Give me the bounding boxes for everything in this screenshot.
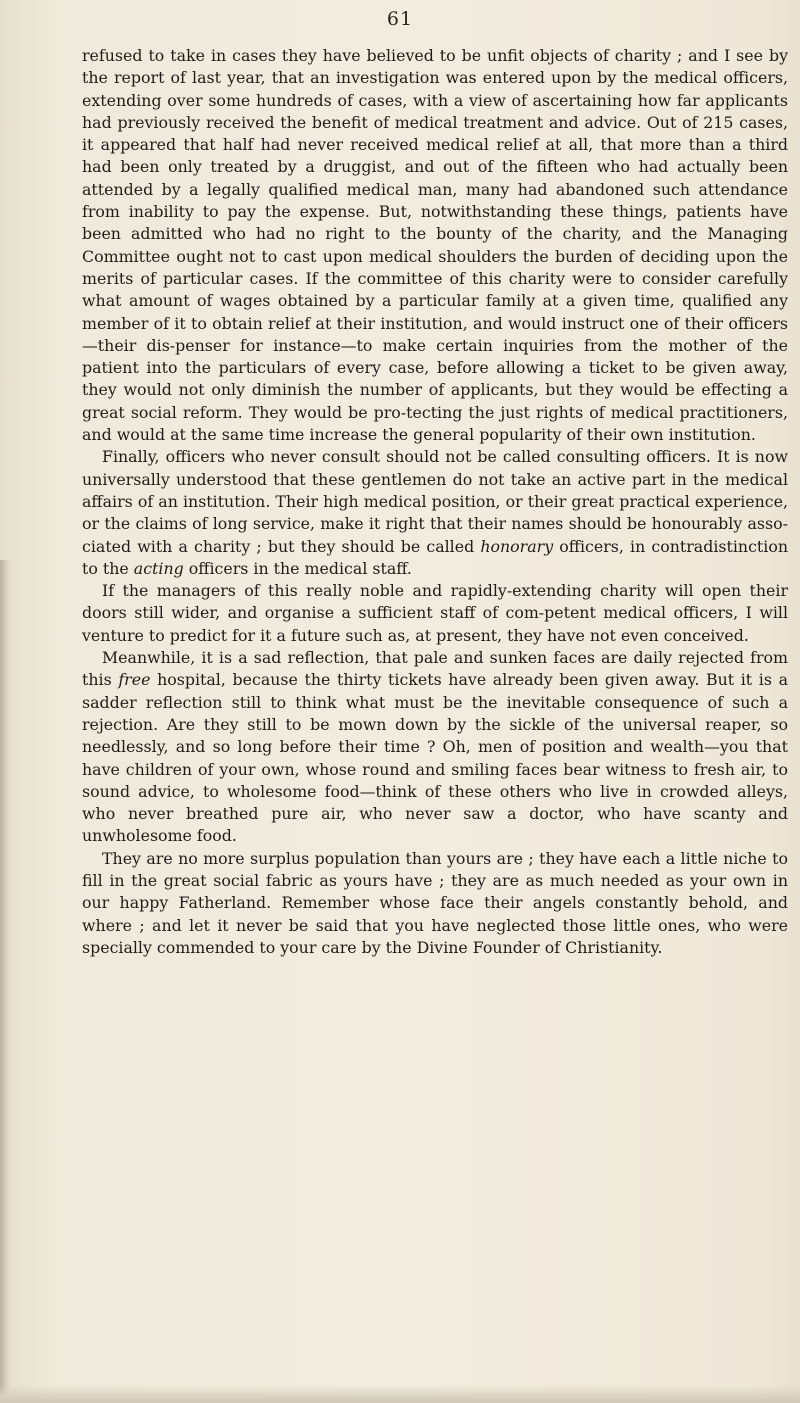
paragraph-3 (82, 580, 788, 647)
page-bottom-edge (0, 1385, 800, 1403)
text-run: hospital, because the thirty tickets have already been given away. But it is a sadder reflection still to think what must be the inevitable consequence of such a rejection. Are they still to be mown down by the sickle of the universal reaper, so needlessly, and so long before their time ? Oh, men of position and wealth—you that have children of your own, whose round and smiling faces bear witness to fresh air, to sound advice, to wholesome food—think of these others who live in crowded alleys, who never breathed pure air, who never saw a doctor, who have scanty and unwholesome food. (82, 670, 789, 846)
text-run: officers in the medical staff. (183, 558, 412, 578)
paragraph-1 (82, 45, 788, 446)
page-number: 61 (386, 8, 414, 30)
italic-term: honorary (480, 536, 554, 556)
text-run: If the managers of this really noble and rapidly-extending charity will open their doors still wider, and organise a sufficient staff of com-petent medical officers, I will venture to predict for it a future such as, at present, they have not even conceived. (82, 581, 788, 645)
body-text (82, 45, 788, 959)
italic-term: acting (133, 558, 184, 578)
text-run: Meanwhile, it is a sad reflection, that pale and sunken faces are daily rejected from this (82, 648, 788, 690)
text-run: officers, in contradistinction to the (82, 536, 789, 578)
text-run: refused to take in cases they have believed to be unfit objects of charity ; and I see by the report of last year, that an investigation was entered upon by the medical officers, extending over some hundreds of cases, with a view of ascertaining how far applicants had previously received the benefit of medical treatment and advice. Out of 215 cases, it appeared that half had never received medical relief at all, that more than a third had been only treated by a druggist, and out of the fifteen who had actually been attended by a legally qualified medical man, many had abandoned such attendance from inability to pay the expense. But, notwithstanding these things, patients have been admitted who had no right to the bounty of the charity, and the Managing Committee ought not to cast upon medical shoulders the burden of deciding upon the merits of particular cases. If the committee of this charity were to consider carefully what amount of wages obtained by a particular family at a given time, qualified any member of it to obtain relief at their institution, and would instruct one of their officers—their dis-penser for instance—to make certain inquiries from the mother of the patient into the particulars of every case, before allowing a ticket to be given away, they would not only diminish the number of applicants, but they would be effecting a great social reform. They would be pro-tecting the just rights of medical practitioners, and would at the same time increase the general popularity of their own institution. (82, 46, 788, 445)
paragraph-5 (82, 848, 788, 959)
paragraph-4 (82, 647, 788, 848)
paragraph-2 (82, 446, 788, 580)
binding-shadow (0, 560, 10, 1403)
text-run: Finally, officers who never consult should not be called consulting officers. It is now universally understood that these gentlemen do not take an active part in the medical affairs of an institution. Their high medical position, or their great practical experience, or the claims of long service, make it right that their names should be honourably asso-ciated with a charity ; but they should be called (82, 447, 788, 556)
italic-term: free (118, 670, 151, 690)
text-run: They are no more surplus population than yours are ; they have each a little niche to fill in the great social fabric as yours have ; they are as much needed as your own in our happy Fatherland. Remember whose face their angels constantly behold, and where ; and let it never be said that you have neglected those little ones, who were specially commended to your care by the Divine Founder of Christianity. (82, 848, 788, 957)
